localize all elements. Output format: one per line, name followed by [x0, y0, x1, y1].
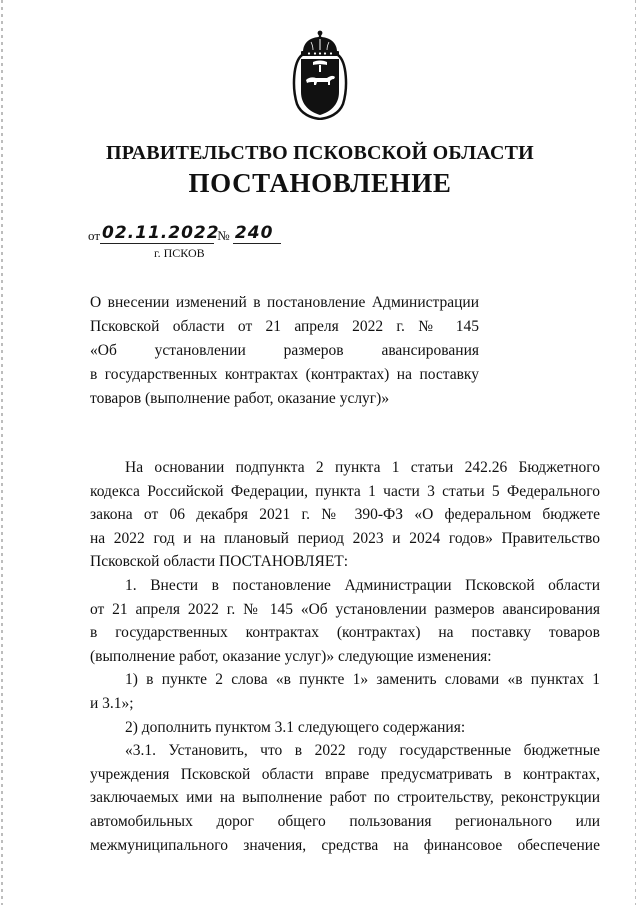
subject-line: товаров (выполнение работ, оказание услуг)» — [90, 390, 390, 407]
body-line: и 3.1»; — [90, 694, 134, 712]
body-line: в государственных контрактах (контрактах) на поставку товаров — [90, 624, 600, 642]
body-line: «3.1. Установить, что в 2022 году государственные бюджетные — [125, 742, 600, 760]
body-line: На основании подпункта 2 пункта 1 статьи 242.26 Бюджетного — [125, 459, 600, 476]
number-handwritten-value: 240 — [233, 223, 281, 244]
subitem-2-paragraph — [90, 716, 600, 740]
subject-line: «Об установлении размеров авансирования — [90, 342, 479, 359]
body-line: на 2022 год и на плановый период 2023 и 2024 годов» Правительство — [90, 529, 600, 547]
body-line: 1) в пункте 2 слова «в пункте 1» заменить словами «в пунктах 1 — [125, 671, 600, 689]
date-handwritten-value: 02.11.2022 — [102, 223, 220, 243]
document-date-number — [88, 223, 281, 247]
pskov-coat-of-arms-emblem — [289, 28, 351, 120]
subject-line: Псковской области от 21 апреля 2022 г. № 145 — [90, 318, 479, 335]
body-line: 2) дополнить пунктом 3.1 следующего содержания: — [125, 718, 466, 736]
document-type-title: ПОСТАНОВЛЕНИЕ — [188, 168, 452, 198]
city-label: г. ПСКОВ — [154, 246, 205, 260]
body-line: закона от 06 декабря 2021 г. № 390-ФЗ «О федеральном бюджете — [90, 506, 600, 524]
item-1-paragraph — [90, 574, 600, 668]
subitem-1-paragraph — [90, 668, 600, 715]
clause-3-1-paragraph — [90, 739, 600, 857]
body-line: межмуниципального значения, средства на финансовое обеспечение — [90, 836, 600, 854]
scan-edge-right — [635, 0, 636, 905]
body-line: учреждения Псковской области вправе предусматривать в контрактах, — [90, 765, 600, 783]
body-line: 1. Внести в постановление Администрации Псковской области — [125, 576, 600, 594]
body-line: заключаемых ими на выполнение работ по строительству, реконструкции — [90, 789, 600, 807]
scan-edge-left — [1, 0, 3, 905]
number-label: № — [217, 228, 230, 243]
body-line: от 21 апреля 2022 г. № 145 «Об установлении размеров авансирования — [90, 600, 600, 618]
body-line: автомобильных дорог общего пользования регионального или — [90, 812, 600, 830]
document-subject — [90, 291, 479, 411]
date-label: от — [88, 228, 101, 243]
body-line: Псковской области ПОСТАНОВЛЯЕТ: — [90, 553, 349, 571]
body-line: кодекса Российской Федерации, пункта 1 части 3 статьи 5 Федерального — [90, 482, 600, 500]
subject-line: О внесении изменений в постановление Администрации — [90, 294, 479, 311]
organization-title: ПРАВИТЕЛЬСТВО ПСКОВСКОЙ ОБЛАСТИ — [106, 142, 534, 164]
subject-line: в государственных контрактах (контрактах) на поставку — [90, 366, 479, 383]
body-line: (выполнение работ, оказание услуг)» следующие изменения: — [90, 647, 492, 665]
document-body — [90, 456, 600, 857]
preamble-paragraph — [90, 456, 600, 574]
